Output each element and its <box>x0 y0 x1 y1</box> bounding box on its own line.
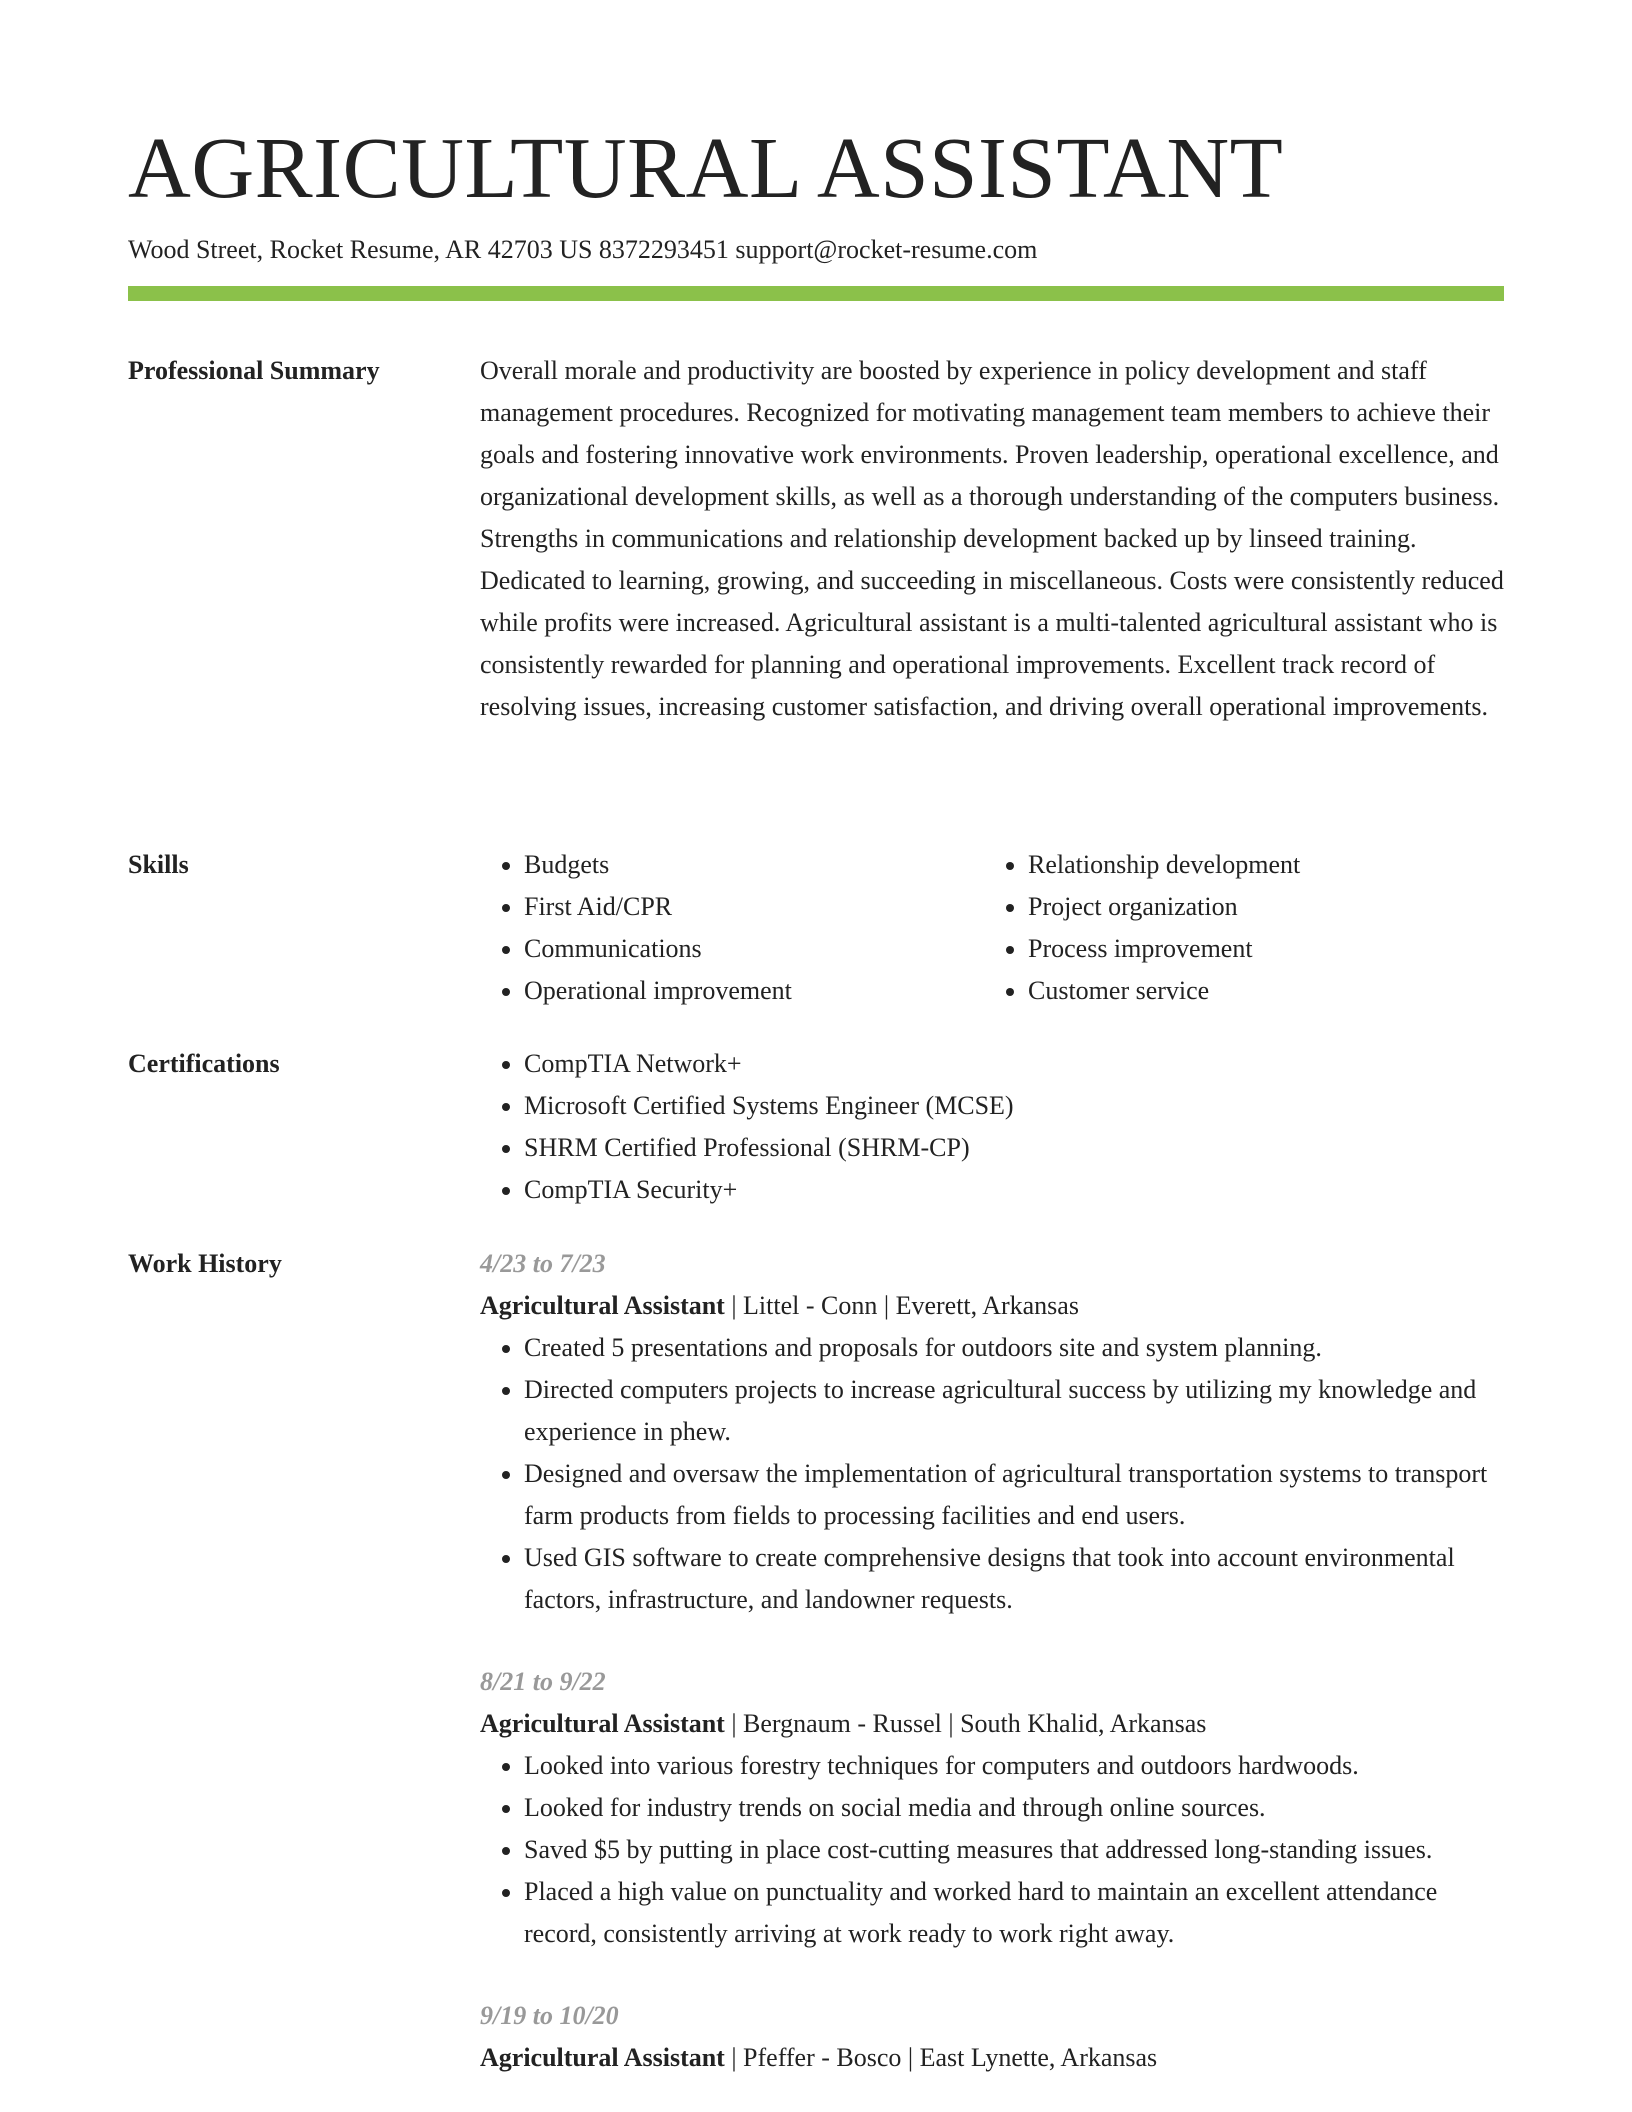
list-item: • Used GIS software to create comprehensive designs that took into account environmental factors, infrastructure, and landowner requests. <box>524 1537 1504 1621</box>
summary-body <box>480 350 1504 728</box>
skills-body <box>480 844 1504 1012</box>
work-history-label: Work History <box>128 1249 282 1278</box>
job-entry <box>480 1243 1504 1621</box>
list-item: • Saved $5 by putting in place cost-cutting measures that addressed long-standing issues. <box>524 1829 1504 1871</box>
resume-page <box>128 0 1504 2112</box>
list-item: • Microsoft Certified Systems Engineer (MCSE) <box>524 1085 1504 1127</box>
job-details: | Bergnaum - Russel | South Khalid, Arkansas <box>724 1709 1207 1738</box>
job-dates: 8/21 to 9/22 <box>480 1667 606 1696</box>
list-item: • Project organization <box>1028 886 1488 928</box>
skills-grid <box>480 844 1504 1012</box>
list-item: • Directed computers projects to increase agricultural success by utilizing my knowledge and experience in phew. <box>524 1369 1504 1453</box>
job-entry <box>480 1995 1504 2079</box>
job-details: | Littel - Conn | Everett, Arkansas <box>724 1291 1079 1320</box>
job-details: | Pfeffer - Bosco | East Lynette, Arkansas <box>724 2043 1158 2072</box>
skills-label: Skills <box>128 850 189 879</box>
job-heading <box>480 1703 1504 1745</box>
certifications-list <box>480 1043 1504 1211</box>
skills-column-left <box>480 844 984 1012</box>
job-heading <box>480 2037 1504 2079</box>
job-bullets <box>480 1745 1504 1955</box>
list-item: • Placed a high value on punctuality and worked hard to maintain an excellent attendance record, consistently arriving at work ready to work right away. <box>524 1871 1504 1955</box>
summary-text: Overall morale and productivity are boosted by experience in policy development and staff management procedures. Recognized for motivating management team members to achieve their goals and fostering innovative work environments. Proven leadership, operational excellence, and organizational development skills, as well as a thorough understanding of the computers business. Strengths in communications and relationship development backed up by linseed training. Dedicated to learning, growing, and succeeding in miscellaneous. Costs were consistently reduced while profits were increased. Agricultural assistant is a multi-talented agricultural assistant who is consistently rewarded for planning and operational improvements. Excellent track record of resolving issues, increasing customer satisfaction, and driving overall operational improvements. <box>480 356 1504 721</box>
job-dates: 9/19 to 10/20 <box>480 2001 619 2030</box>
list-item: • Operational improvement <box>524 970 984 1012</box>
accent-rule <box>128 286 1504 301</box>
job-heading <box>480 1285 1504 1327</box>
list-item: • Looked into various forestry techniques for computers and outdoors hardwoods. <box>524 1745 1504 1787</box>
list-item: • Communications <box>524 928 984 970</box>
certifications-body <box>480 1043 1504 1211</box>
list-item: • Budgets <box>524 844 984 886</box>
job-entry <box>480 1661 1504 1955</box>
work-history-body <box>480 1243 1504 2079</box>
list-item: • SHRM Certified Professional (SHRM-CP) <box>524 1127 1504 1169</box>
list-item: • Created 5 presentations and proposals for outdoors site and system planning. <box>524 1327 1504 1369</box>
skills-list-right <box>984 844 1488 1012</box>
list-item: • CompTIA Network+ <box>524 1043 1504 1085</box>
list-item: • Looked for industry trends on social media and through online sources. <box>524 1787 1504 1829</box>
job-title: Agricultural Assistant <box>480 1291 725 1320</box>
list-item: • CompTIA Security+ <box>524 1169 1504 1211</box>
list-item: • First Aid/CPR <box>524 886 984 928</box>
skills-list-left <box>480 844 984 1012</box>
skills-column-right <box>984 844 1488 1012</box>
certifications-label: Certifications <box>128 1049 280 1078</box>
job-dates: 4/23 to 7/23 <box>480 1249 606 1278</box>
job-title: Agricultural Assistant <box>480 1709 725 1738</box>
list-item: • Designed and oversaw the implementation of agricultural transportation systems to transport farm products from fields to processing facilities and end users. <box>524 1453 1504 1537</box>
job-bullets <box>480 1327 1504 1621</box>
summary-label: Professional Summary <box>128 356 380 385</box>
list-item: • Relationship development <box>1028 844 1488 886</box>
list-item: • Customer service <box>1028 970 1488 1012</box>
resume-name: AGRICULTURAL ASSISTANT <box>128 119 1284 216</box>
contact-line: Wood Street, Rocket Resume, AR 42703 US 8372293451 support@rocket-resume.com <box>128 235 1038 264</box>
job-title: Agricultural Assistant <box>480 2043 725 2072</box>
list-item: • Process improvement <box>1028 928 1488 970</box>
